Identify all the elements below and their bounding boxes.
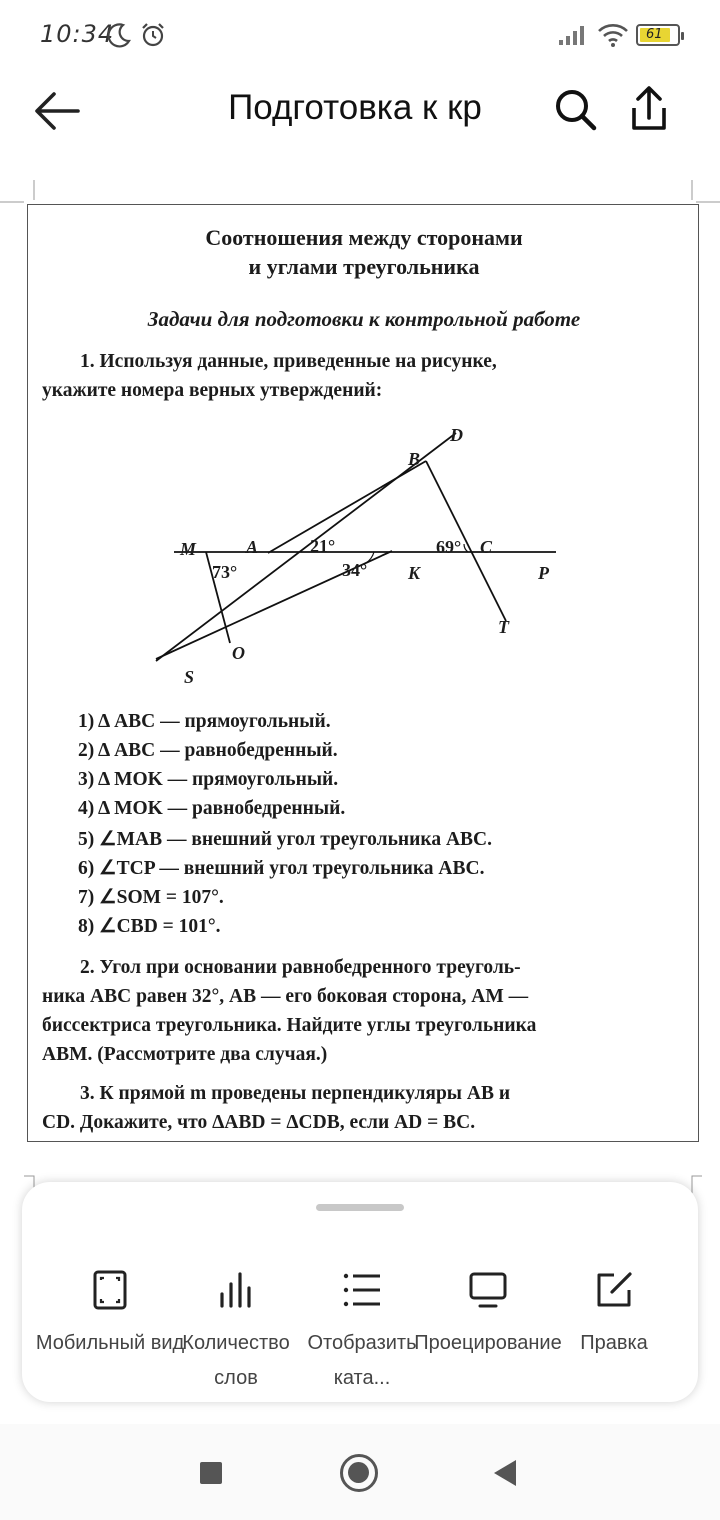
statement-2: 2) Δ ABC — равнобедренный. [78, 740, 338, 761]
wifi-icon [597, 22, 629, 48]
label-K: K [408, 563, 421, 583]
mobile-view-icon [90, 1270, 130, 1310]
share-icon[interactable] [626, 84, 672, 134]
label-angle-21: 21° [310, 536, 336, 556]
signal-icon [558, 24, 588, 46]
task1-line2: укажите номера верных утверждений: [42, 380, 383, 401]
projection-icon [468, 1270, 508, 1310]
projection-button[interactable] [414, 1270, 562, 1390]
label-angle-34: 34° [342, 560, 368, 580]
task3-line1: 3. К прямой m проведены перпендикуляры AB и [80, 1083, 511, 1104]
task2-line3: биссектриса треугольника. Найдите углы треугольника [42, 1015, 537, 1036]
contents-list-label: Отобразить ката... [307, 1332, 417, 1389]
statement-6: 6) ∠TCP — внешний угол треугольника ABC. [78, 858, 485, 879]
statement-1: 1) Δ ABC — прямоугольный. [78, 711, 331, 732]
back-arrow-icon[interactable] [30, 88, 84, 134]
statement-3: 3) Δ MOK — прямоугольный. [78, 769, 339, 790]
edit-icon [594, 1270, 634, 1310]
statement-5: 5) ∠MAB — внешний угол треугольника ABC. [78, 829, 493, 850]
statement-4: 4) Δ MOK — равнобедренный. [78, 798, 346, 819]
moon-icon [106, 22, 132, 48]
word-count-button[interactable] [172, 1270, 300, 1390]
label-S: S [184, 667, 195, 687]
task3-line2: CD. Докажите, что ΔABD = ΔCDB, если AD = BC. [42, 1112, 476, 1133]
doc-title-line2: и углами треугольника [248, 254, 480, 279]
status-bar [0, 0, 720, 70]
label-C: C [480, 537, 493, 557]
battery-level: 61 [646, 27, 663, 42]
label-O: O [232, 643, 245, 663]
contents-list-button[interactable] [298, 1270, 426, 1390]
document-page[interactable] [27, 204, 699, 1142]
task1-line1: 1. Используя данные, приведенные на рисунке, [80, 351, 497, 372]
label-P: P [538, 563, 549, 583]
label-A: A [246, 537, 259, 557]
nav-back-button[interactable] [494, 1460, 516, 1486]
system-nav-bar [0, 1424, 720, 1520]
task2-line4: ABM. (Рассмотрите два случая.) [42, 1044, 328, 1065]
statement-7: 7) ∠SOM = 107°. [78, 887, 224, 908]
word-count-icon [216, 1270, 256, 1310]
label-angle-73: 73° [212, 562, 238, 582]
label-D: D [450, 425, 463, 445]
battery-icon [636, 24, 680, 46]
line-AB [268, 461, 426, 553]
label-M: M [180, 539, 197, 559]
projection-label: Проецирование [414, 1332, 562, 1354]
triangle-figure [138, 423, 558, 693]
bottom-sheet [22, 1182, 698, 1402]
doc-title-line1: Соотношения между сторонами [205, 225, 523, 250]
mobile-view-button[interactable] [35, 1270, 185, 1390]
home-button[interactable] [340, 1454, 378, 1492]
mobile-view-label: Мобильный вид [35, 1332, 185, 1354]
recents-button[interactable] [200, 1462, 222, 1484]
alarm-icon [140, 22, 166, 48]
task2-line2: ника ABC равен 32°, AB — его боковая сторона, AM — [42, 986, 529, 1007]
edit-label: Правка [580, 1332, 648, 1354]
search-icon[interactable] [552, 86, 598, 132]
doc-subtitle: Задачи для подготовки к контрольной работе [147, 307, 581, 331]
app-bar [0, 70, 720, 154]
statement-8: 8) ∠CBD = 101°. [78, 916, 221, 937]
page-corner-mark [0, 190, 30, 220]
sheet-drag-handle[interactable] [316, 1204, 404, 1211]
task2-line1: 2. Угол при основании равнобедренного треуголь- [80, 957, 521, 978]
contents-list-icon [342, 1270, 382, 1310]
status-time: 10:34 [40, 20, 115, 48]
label-B: B [408, 449, 421, 469]
label-T: T [498, 617, 509, 637]
word-count-label: Количество слов [182, 1332, 290, 1389]
edit-button[interactable] [550, 1270, 678, 1390]
label-angle-69: 69° [436, 537, 462, 557]
document-title: Подготовка к кр [228, 88, 482, 127]
